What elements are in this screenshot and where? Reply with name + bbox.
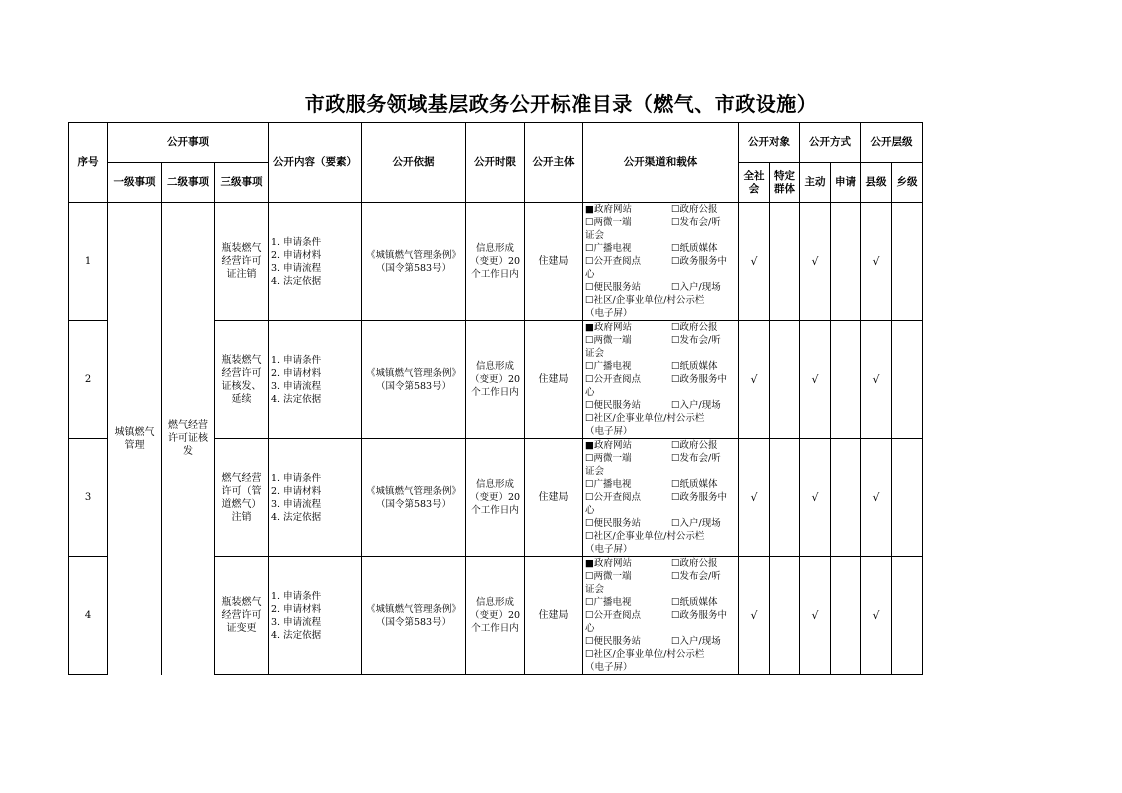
header-level1: 一级事项 [108,163,162,203]
channel-service-center: ☐政务服务中 [671,492,728,503]
time-limit-text: 信息形成（变更）20个工作日内 [466,321,525,439]
channel-service-center: ☐政务服务中 [671,610,728,621]
header-audience-specific: 特定群体 [770,163,800,203]
table-header [69,123,923,203]
content-item: 3. 申请流程 [271,262,322,274]
header-channels: 公开渠道和载体 [583,123,739,203]
channel-two-micro-one-end: ☐两微一端 [585,571,632,582]
header-method-active: 主动 [800,163,831,203]
channel-service-center-cont: 心 [585,387,595,398]
channel-gov-gazette: ☐政府公报 [671,322,718,333]
header-level-township: 乡级 [892,163,923,203]
content-item: 1. 申请条件 [271,236,322,248]
time-limit-text: 信息形成（变更）20个工作日内 [466,439,525,557]
channel-gov-gazette: ☐政府公报 [671,204,718,215]
content-item: 2. 申请材料 [271,249,322,261]
content-item: 4. 法定依据 [271,511,322,523]
header-level: 公开层级 [861,123,923,163]
header-subject: 公开主体 [525,123,583,203]
check-level-county: √ [861,203,892,321]
check-level-county: √ [861,439,892,557]
check-level-county: √ [861,321,892,439]
catalog-table [68,122,923,675]
channel-press-conference: ☐发布会/听 [671,453,721,464]
channels-list [583,557,739,675]
content-item: 4. 法定依据 [271,393,322,405]
content-item: 2. 申请材料 [271,485,322,497]
subject-text: 住建局 [525,439,583,557]
channel-print-media: ☐纸质媒体 [671,243,718,254]
channel-gov-gazette: ☐政府公报 [671,440,718,451]
header-seq: 序号 [69,123,108,203]
table-body [69,203,923,675]
check-method-apply [831,557,861,675]
channel-gov-website: ■政府网站 [585,204,632,215]
channel-gov-website: ■政府网站 [585,558,632,569]
content-item: 2. 申请材料 [271,603,322,615]
channel-broadcast-tv: ☐广播电视 [585,361,632,372]
channel-public-reading-point: ☐公开查阅点 [585,610,642,621]
check-method-active: √ [800,439,831,557]
header-time-limit: 公开时限 [466,123,525,203]
content-item: 1. 申请条件 [271,590,322,602]
check-audience-all: √ [739,203,770,321]
content-item: 1. 申请条件 [271,472,322,484]
content-item: 3. 申请流程 [271,498,322,510]
channel-print-media: ☐纸质媒体 [671,361,718,372]
time-limit-text: 信息形成（变更）20个工作日内 [466,203,525,321]
channel-broadcast-tv: ☐广播电视 [585,479,632,490]
channel-bulletin-board: ☐社区/企事业单位/村公示栏 [585,295,705,306]
level1-matter: 城镇燃气管理 [108,203,162,675]
channel-gov-gazette: ☐政府公报 [671,558,718,569]
header-level2: 二级事项 [162,163,215,203]
header-content: 公开内容（要素） [269,123,362,203]
header-basis: 公开依据 [362,123,466,203]
channel-bulletin-board: ☐社区/企事业单位/村公示栏 [585,413,705,424]
channel-door-to-door: ☐入户/现场 [671,400,721,411]
channel-electronic-screen: （电子屏） [585,544,633,555]
channel-public-reading-point: ☐公开查阅点 [585,492,642,503]
subject-text: 住建局 [525,557,583,675]
channel-electronic-screen: （电子屏） [585,662,633,673]
header-level-county: 县级 [861,163,892,203]
channel-convenience-station: ☐便民服务站 [585,282,642,293]
level3-matter: 瓶装燃气经营许可证注销 [215,203,269,321]
channel-press-conference: ☐发布会/听 [671,335,721,346]
channel-door-to-door: ☐入户/现场 [671,282,721,293]
channel-service-center-cont: 心 [585,269,595,280]
subject-text: 住建局 [525,321,583,439]
check-level-township [892,203,923,321]
check-audience-all: √ [739,321,770,439]
header-matters: 公开事项 [108,123,269,163]
header-level3: 三级事项 [215,163,269,203]
content-item: 1. 申请条件 [271,354,322,366]
channel-bulletin-board: ☐社区/企事业单位/村公示栏 [585,531,705,542]
channel-door-to-door: ☐入户/现场 [671,636,721,647]
header-method-apply: 申请 [831,163,861,203]
check-method-apply [831,321,861,439]
row-seq: 4 [69,557,108,675]
channel-gov-website: ■政府网站 [585,440,632,451]
check-level-township [892,439,923,557]
channel-electronic-screen: （电子屏） [585,426,633,437]
basis-text: 《城镇燃气管理条例》（国令第583号） [362,203,466,321]
channel-print-media: ☐纸质媒体 [671,597,718,608]
channels-list [583,321,739,439]
channel-press-conference-cont: 证会 [585,584,605,595]
channel-service-center: ☐政务服务中 [671,256,728,267]
header-audience-all: 全社会 [739,163,770,203]
check-audience-specific [770,321,800,439]
level3-matter: 瓶装燃气经营许可证核发、延续 [215,321,269,439]
basis-text: 《城镇燃气管理条例》（国令第583号） [362,439,466,557]
row-seq: 2 [69,321,108,439]
content-items [269,557,362,675]
check-method-apply [831,203,861,321]
check-audience-all: √ [739,439,770,557]
row-seq: 3 [69,439,108,557]
level2-matter: 燃气经营许可证核发 [162,203,215,675]
header-method: 公开方式 [800,123,861,163]
channel-bulletin-board: ☐社区/企事业单位/村公示栏 [585,649,705,660]
channel-gov-website: ■政府网站 [585,322,632,333]
content-item: 3. 申请流程 [271,616,322,628]
channel-service-center: ☐政务服务中 [671,374,728,385]
check-level-township [892,321,923,439]
channel-public-reading-point: ☐公开查阅点 [585,256,642,267]
channel-two-micro-one-end: ☐两微一端 [585,453,632,464]
check-audience-specific [770,439,800,557]
check-level-county: √ [861,557,892,675]
table-row [69,203,923,321]
channel-broadcast-tv: ☐广播电视 [585,243,632,254]
channel-convenience-station: ☐便民服务站 [585,518,642,529]
row-seq: 1 [69,203,108,321]
channel-press-conference-cont: 证会 [585,230,605,241]
content-item: 2. 申请材料 [271,367,322,379]
check-method-active: √ [800,203,831,321]
channel-service-center-cont: 心 [585,623,595,634]
check-method-active: √ [800,321,831,439]
channel-broadcast-tv: ☐广播电视 [585,597,632,608]
check-method-apply [831,439,861,557]
subject-text: 住建局 [525,203,583,321]
level3-matter: 燃气经营许可（管道燃气）注销 [215,439,269,557]
time-limit-text: 信息形成（变更）20个工作日内 [466,557,525,675]
content-items [269,203,362,321]
channel-public-reading-point: ☐公开查阅点 [585,374,642,385]
channel-door-to-door: ☐入户/现场 [671,518,721,529]
channels-list [583,439,739,557]
channels-list [583,203,739,321]
channel-press-conference: ☐发布会/听 [671,217,721,228]
basis-text: 《城镇燃气管理条例》（国令第583号） [362,557,466,675]
channel-press-conference-cont: 证会 [585,466,605,477]
channel-convenience-station: ☐便民服务站 [585,636,642,647]
channel-print-media: ☐纸质媒体 [671,479,718,490]
channel-press-conference: ☐发布会/听 [671,571,721,582]
content-item: 4. 法定依据 [271,629,322,641]
content-items [269,439,362,557]
page-title: 市政服务领域基层政务公开标准目录（燃气、市政设施） [304,92,818,116]
content-item: 3. 申请流程 [271,380,322,392]
check-audience-specific [770,203,800,321]
channel-electronic-screen: （电子屏） [585,308,633,319]
level3-matter: 瓶装燃气经营许可证变更 [215,557,269,675]
channel-service-center-cont: 心 [585,505,595,516]
channel-convenience-station: ☐便民服务站 [585,400,642,411]
content-items [269,321,362,439]
content-item: 4. 法定依据 [271,275,322,287]
header-audience: 公开对象 [739,123,800,163]
check-level-township [892,557,923,675]
channel-press-conference-cont: 证会 [585,348,605,359]
basis-text: 《城镇燃气管理条例》（国令第583号） [362,321,466,439]
check-method-active: √ [800,557,831,675]
channel-two-micro-one-end: ☐两微一端 [585,335,632,346]
channel-two-micro-one-end: ☐两微一端 [585,217,632,228]
check-audience-all: √ [739,557,770,675]
check-audience-specific [770,557,800,675]
